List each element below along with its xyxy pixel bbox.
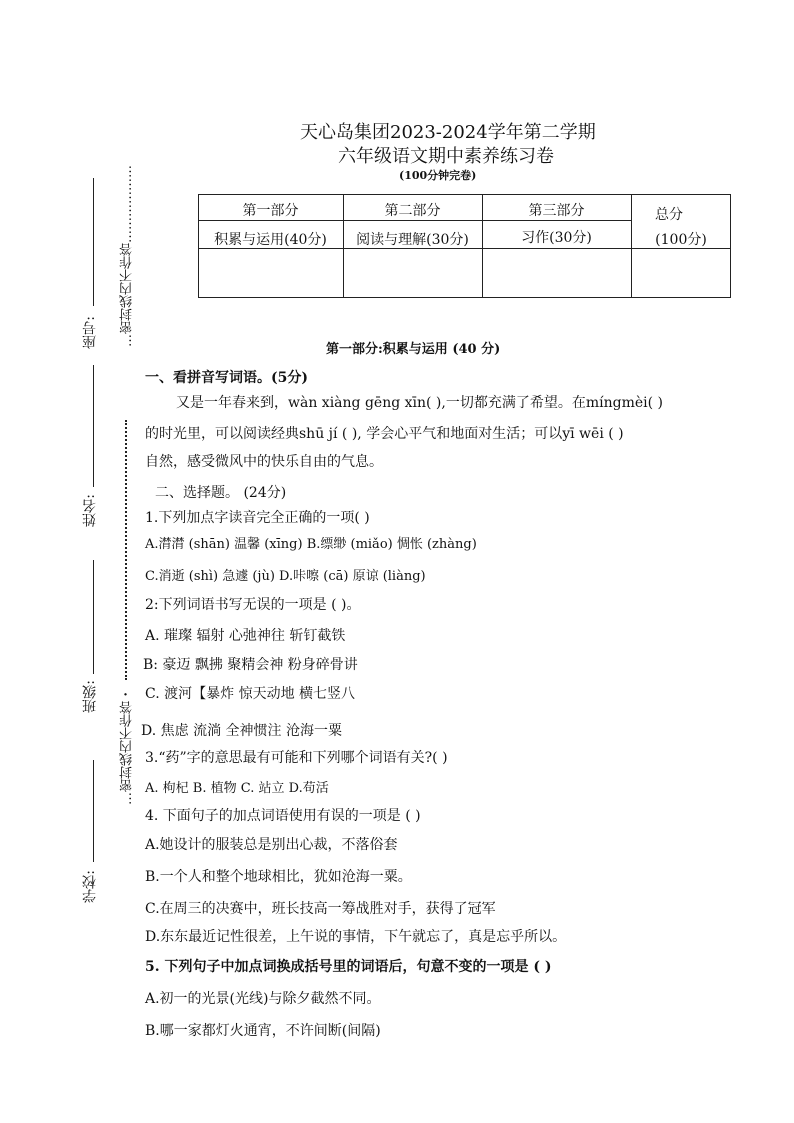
choice-q5: 5. 下列句子中加点词换成括号里的词语后，句意不变的一项是 ( ) [145, 959, 552, 975]
choice-q4-d: D.东东最近记性很差，上午说的事情，下午就忘了，真是忘乎所以。 [145, 929, 567, 945]
choice-q3-options: A. 枸杞 B. 植物 C. 站立 D.苟活 [145, 781, 329, 796]
part3-desc: 习作(30分) [521, 230, 592, 246]
choice-q5-a: A.初一的光景(光线)与除夕截然不同。 [145, 991, 381, 1007]
school-line[interactable] [93, 760, 94, 862]
part2-desc: 阅读与理解(30分) [356, 232, 469, 248]
seal-notice-bottom: …密封线内不作答・ [120, 688, 135, 805]
choice-q1: 1.下列加点字读音完全正确的一项( ) [145, 510, 370, 526]
part3-name: 第三部分 [528, 203, 585, 219]
choice-q4: 4. 下面句子的加点词语使用有误的一项是 ( ) [145, 808, 421, 824]
choice-q2: 2:下列词语书写无误的一项是 ( )。 [145, 597, 361, 613]
choice-q2-c: C. 渡河【暴炸 惊天动地 横七竖八 [145, 686, 356, 702]
choice-q2-b: B: 豪迈 飘拂 聚精会神 粉身碎骨讲 [143, 657, 358, 673]
part2-score-box[interactable] [344, 249, 482, 297]
part1-desc: 积累与运用(40分) [214, 232, 327, 248]
exam-duration: (100分钟完卷) [399, 169, 477, 182]
q1-line3: 自然，感受微风中的快乐自由的气息。 [145, 454, 383, 470]
class-label: 班级: [82, 680, 98, 713]
q1-line2: 的时光里，可以阅读经典shū jí ( ), 学会心平气和地面对生活；可以yī wēi ( ) [145, 426, 624, 442]
part1-score-box[interactable] [199, 249, 343, 297]
seat-label: 座号: [82, 316, 98, 349]
choice-q4-b: B.一个人和整个地球相比，犹如沧海一粟。 [145, 869, 412, 885]
name-label: 姓名: [82, 494, 98, 527]
choice-q4-a: A.她设计的服装总是别出心裁，不落俗套 [145, 837, 398, 853]
part1-heading: 第一部分:积累与运用 (40 分) [326, 342, 501, 357]
choice-q5-b: B.哪一家都灯火通宵，不许间断(间隔) [145, 1023, 381, 1039]
choice-q1-cd: C.消逝 (shì) 急遽 (jù) D.咔嚓 (cā) 原谅 (liàng) [145, 569, 426, 584]
choice-q3: 3.“药”字的意思最有可能和下列哪个词语有关?( ) [145, 750, 448, 766]
choice-q2-a: A. 璀璨 辐射 心弛神往 斩钉截铁 [145, 628, 346, 644]
seal-notice-top: …密封线内不作答……………… [120, 165, 135, 347]
exam-title-line2: 六年级语文期中素养练习卷 [338, 146, 554, 167]
choice-q4-c: C.在周三的决赛中，班长技高一筹战胜对手，获得了冠军 [145, 901, 496, 917]
choice-q1-ab: A.潸潸 (shān) 温馨 (xīng) B.缥缈 (miǎo) 惆怅 (zhàng) [145, 537, 477, 552]
total-value: (100分) [655, 232, 707, 248]
name-line[interactable] [93, 365, 94, 487]
seat-line[interactable] [93, 178, 94, 306]
exam-title-line1: 天心岛集团2023-2024学年第二学期 [300, 122, 596, 143]
class-line[interactable] [93, 560, 94, 674]
seal-dots-middle [125, 420, 127, 680]
score-table [198, 194, 731, 298]
q1-line1: 又是一年春来到，wàn xiàng gēng xīn( ),一切都充满了希望。在míngmèi( ) [176, 395, 663, 411]
school-label: 学校: [82, 870, 98, 903]
part3-score-box[interactable] [483, 249, 631, 297]
part2-name: 第二部分 [384, 203, 441, 219]
choice-q2-d: D. 焦虑 流淌 全神惯注 沧海一粟 [141, 723, 342, 739]
total-score-box[interactable] [632, 249, 730, 297]
total-label: 总分 [655, 207, 683, 223]
q1-title: 一、看拼音写词语。(5分) [145, 370, 308, 386]
q2-section-title: 二、选择题。 (24分) [155, 485, 287, 501]
part1-name: 第一部分 [242, 203, 299, 219]
